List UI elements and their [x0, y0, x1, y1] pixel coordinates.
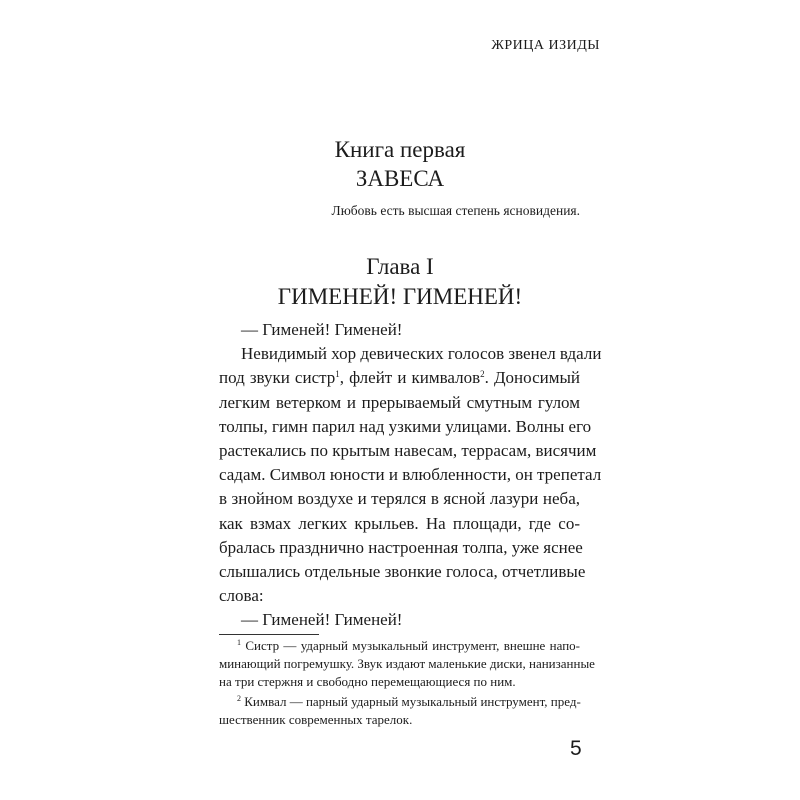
text-line: легким ветерком и прерываемый смутным гулом — [219, 393, 580, 412]
text-line: толпы, гимн парил над узкими улицами. Волны его — [219, 417, 592, 436]
footnote-text: Систр — ударный музыкальный инструмент, внешне напо- — [245, 638, 581, 653]
text-line: как взмах легких крыльев. На площади, где со- — [219, 514, 580, 533]
footnote-number: 2 — [237, 694, 241, 703]
text-line: слова: — [219, 586, 264, 605]
text-segment: , флейт и кимвалов — [339, 368, 481, 387]
footnote-line: шественник современных тарелок. — [219, 712, 413, 727]
footnote-line: на три стержня и свободно перемещающиеся по ним. — [219, 674, 516, 689]
text-line: садам. Символ юности и влюбленности, он трепетал — [219, 465, 602, 484]
footnote-number: 1 — [237, 638, 241, 647]
footnote-text: Кимвал — парный ударный музыкальный инструмент, пред- — [244, 694, 581, 709]
footnote-line — [237, 638, 580, 654]
text-line: бралась празднично настроенная толпа, уже яснее — [219, 538, 583, 557]
page-number: 5 — [570, 737, 582, 760]
text-line: слышались отдельные звонкие голоса, отчетливые — [219, 562, 586, 581]
running-header: ЖРИЦА ИЗИДЫ — [491, 38, 600, 53]
epigraph: Любовь есть высшая степень ясновидения. — [331, 203, 580, 218]
text-segment: под звуки систр — [219, 368, 336, 387]
text-line — [219, 368, 580, 388]
book-title: ЗАВЕСА — [355, 166, 445, 191]
footnote-ref: 1 — [335, 369, 340, 379]
book-label: Книга первая — [334, 137, 466, 162]
text-line: — Гименей! Гименей! — [241, 610, 403, 629]
chapter-title: ГИМЕНЕЙ! ГИМЕНЕЙ! — [277, 284, 523, 309]
footnote-ref: 2 — [480, 369, 485, 379]
footnote-divider — [219, 634, 319, 635]
text-line: растекались по крытым навесам, террасам, висячим — [219, 441, 597, 460]
chapter-label: Глава I — [366, 254, 434, 279]
text-line: Невидимый хор девических голосов звенел вдали — [241, 344, 602, 363]
text-line: в знойном воздухе и терялся в ясной лазури неба, — [219, 489, 580, 508]
text-line: — Гименей! Гименей! — [241, 320, 403, 339]
footnote-line — [237, 694, 580, 710]
footnote-line: минающий погремушку. Звук издают маленькие диски, нанизанные — [219, 656, 595, 671]
text-segment: . Доносимый — [484, 368, 580, 387]
